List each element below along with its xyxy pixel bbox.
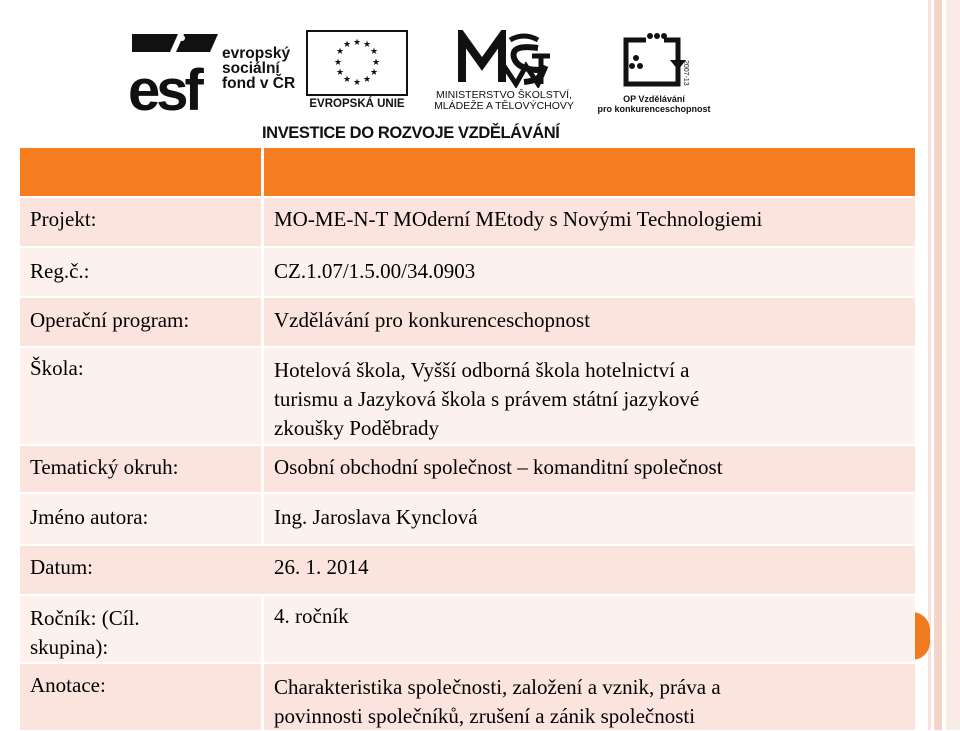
value-cell <box>264 298 915 346</box>
esf-mark-icon <box>126 30 222 116</box>
row-value-line: povinnosti společníků, zrušení a zánik společnosti <box>274 704 696 728</box>
op-label <box>596 94 712 114</box>
label-cell <box>20 446 261 492</box>
svg-text:★: ★ <box>352 38 362 48</box>
label-cell <box>20 298 261 346</box>
svg-text:★: ★ <box>333 58 343 68</box>
label-cell <box>20 596 261 662</box>
svg-text:★: ★ <box>352 78 362 88</box>
label-cell <box>20 664 261 730</box>
value-cell <box>264 198 915 246</box>
label-cell <box>20 198 261 246</box>
row-value <box>274 673 721 731</box>
esf-line: sociální <box>222 60 280 77</box>
table-header-cell <box>264 148 915 196</box>
row-value <box>274 356 699 443</box>
eu-logo <box>306 30 408 116</box>
label-cell <box>20 248 261 296</box>
row-value: Osobní obchodní společnost – komanditní společnost <box>274 455 723 479</box>
label-cell <box>20 348 261 444</box>
op-logo <box>596 30 712 116</box>
msmt-label <box>414 90 594 112</box>
eu-flag-icon <box>306 30 408 96</box>
svg-text:★: ★ <box>335 68 345 78</box>
row-value: 4. ročník <box>274 604 349 628</box>
value-cell <box>264 348 915 444</box>
row-value-line: zkoušky Poděbrady <box>274 416 440 440</box>
op-badge: 2007-13 <box>682 60 689 86</box>
op-mark-icon <box>596 30 712 92</box>
svg-text:★: ★ <box>342 75 352 85</box>
date-row <box>20 546 915 594</box>
op-line: OP Vzdělávání <box>623 94 685 104</box>
row-label-line: Ročník: (Cíl. <box>30 606 140 630</box>
row-label-line: skupina): <box>30 635 109 659</box>
tagline: INVESTICE DO ROZVOJE VZDĚLÁVÁNÍ <box>262 124 560 142</box>
row-value-line: Charakteristika společnosti, založení a vznik, práva a <box>274 675 721 699</box>
value-cell <box>264 446 915 492</box>
svg-text:★: ★ <box>342 40 352 50</box>
svg-text:★: ★ <box>369 47 379 57</box>
esf-line: fond v ČR <box>222 75 296 92</box>
row-value-line: Hotelová škola, Vyšší odborná škola hotelnictví a <box>274 358 690 382</box>
esf-text <box>222 46 295 91</box>
row-label: Reg.č.: <box>30 259 90 283</box>
value-cell <box>264 494 915 544</box>
label-cell <box>20 494 261 544</box>
value-cell <box>264 664 915 730</box>
msmt-mark-icon <box>414 30 594 88</box>
row-label <box>30 604 140 662</box>
svg-text:esf: esf <box>128 58 200 116</box>
msmt-line: MLÁDEŽE A TĚLOVÝCHOVY <box>434 100 574 112</box>
row-label: Projekt: <box>30 207 97 231</box>
row-value: CZ.1.07/1.5.00/34.0903 <box>274 259 476 283</box>
row-value: 26. 1. 2014 <box>274 555 369 579</box>
op-line: pro konkurenceschopnost <box>597 104 711 114</box>
value-cell <box>264 248 915 296</box>
row-label: Jméno autora: <box>30 505 149 529</box>
row-value-line: turismu a Jazyková škola s právem státní jazykové <box>274 387 700 411</box>
svg-text:★: ★ <box>362 40 372 50</box>
row-value: Vzdělávání pro konkurenceschopnost <box>274 308 591 332</box>
logo-strip <box>0 0 960 148</box>
svg-text:★: ★ <box>362 75 372 85</box>
esf-logo <box>126 30 301 116</box>
svg-text:★: ★ <box>369 68 379 78</box>
row-label: Škola: <box>30 356 84 380</box>
svg-text:★: ★ <box>335 47 345 57</box>
row-label: Anotace: <box>30 673 106 697</box>
row-label: Datum: <box>30 555 93 579</box>
row-label: Operační program: <box>30 308 190 332</box>
svg-text:★: ★ <box>371 58 381 68</box>
row-label: Tematický okruh: <box>30 455 179 479</box>
row-value: MO-ME-N-T MOderní MEtody s Novými Technologiemi <box>274 207 763 231</box>
value-cell <box>264 596 915 662</box>
esf-line: evropský <box>222 45 291 62</box>
eu-label: EVROPSKÁ UNIE <box>309 98 405 110</box>
table-header-cell <box>20 148 261 196</box>
row-value: Ing. Jaroslava Kynclová <box>274 505 478 529</box>
msmt-logo <box>414 30 594 116</box>
msmt-line: MINISTERSTVO ŠKOLSTVÍ, <box>436 89 572 101</box>
